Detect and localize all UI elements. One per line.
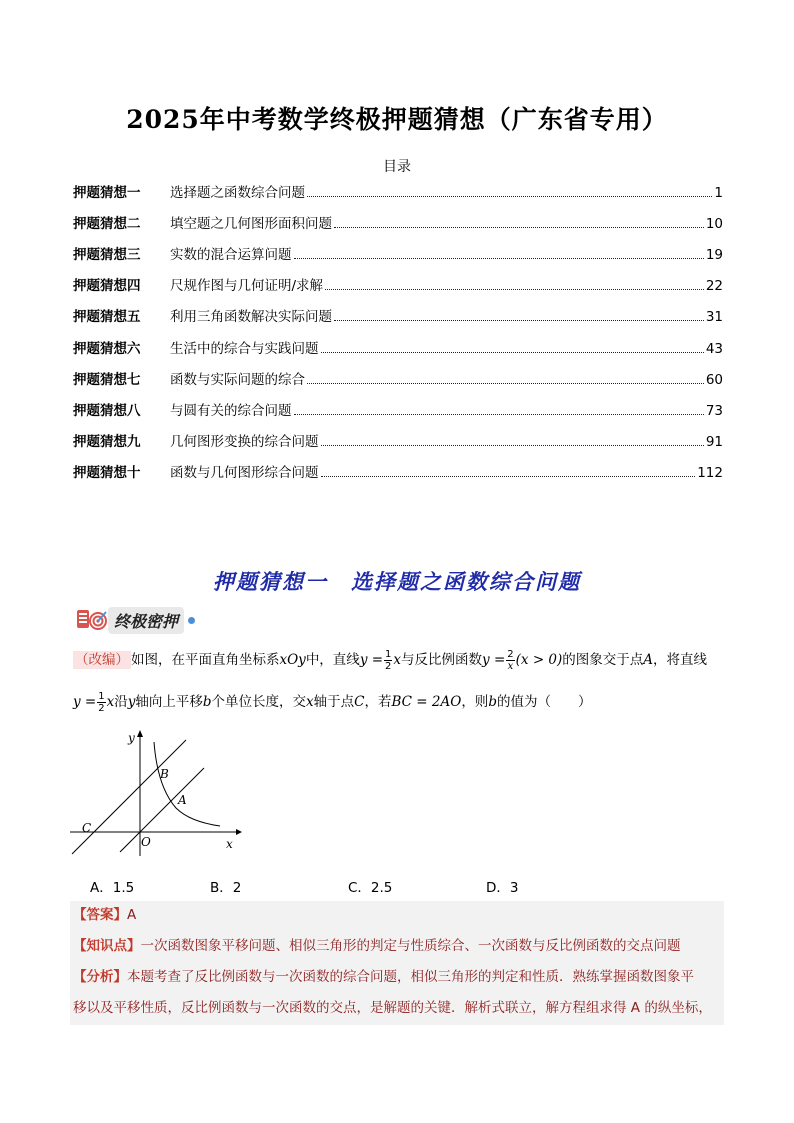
- toc-entry-title: 尺规作图与几何证明/求解: [170, 278, 324, 295]
- toc-entry-page: 22: [705, 278, 723, 295]
- toc-leader-dots: [307, 196, 712, 197]
- toc-leader-dots: [325, 289, 704, 290]
- analysis-text: 移以及平移性质，反比例函数与一次函数的交点，是解题的关键．解析式联立，解方程组求得 A 的纵坐标，: [73, 1000, 712, 1016]
- page-title: 2025年中考数学终极押题猜想（广东省专用）: [126, 105, 668, 134]
- toc-leader-dots: [321, 445, 704, 446]
- toc-entry-page: 1: [714, 185, 723, 201]
- question-text: 与反比例函数: [401, 652, 483, 668]
- answer-line: [73, 904, 728, 927]
- x-axis-label: x: [226, 837, 233, 851]
- toc-entry-number: 押题猜想四: [73, 278, 141, 295]
- question-text: 轴于点: [313, 694, 355, 710]
- toc-entry[interactable]: [73, 368, 723, 388]
- question-text: 轴向上平移: [135, 694, 203, 710]
- toc-leader-dots: [294, 258, 704, 259]
- math-c: C: [354, 694, 365, 710]
- answer-value: A: [127, 907, 137, 923]
- toc-entry[interactable]: [73, 181, 723, 201]
- math-y-eq: y =: [482, 652, 506, 668]
- badge-label: 终极密押: [108, 607, 184, 634]
- shifted-line: [72, 740, 186, 854]
- question-text: ，若: [364, 694, 392, 710]
- fraction-half: $\frac{1}{2}$: [98, 690, 105, 714]
- toc-entry-page: 19: [705, 247, 723, 264]
- toc-entry-page: 112: [697, 464, 723, 481]
- toc-entry-title: 实数的混合运算问题: [170, 247, 292, 264]
- toc-entry-page: 91: [705, 433, 723, 450]
- question-text: 的图象交于点: [562, 652, 644, 668]
- toc-entry-title: 填空题之几何图形面积问题: [170, 216, 332, 233]
- question-text: 个单位长度，交: [211, 694, 307, 710]
- analysis-label: 【分析】: [73, 969, 127, 985]
- math-a: A: [643, 652, 654, 668]
- math-y-eq: y =: [73, 694, 97, 710]
- point-c-label: C: [82, 821, 92, 835]
- toc-entry-number: 押题猜想六: [73, 340, 141, 357]
- line-through-origin: [140, 768, 204, 832]
- toc-entry-title: 利用三角函数解决实际问题: [170, 309, 332, 326]
- math-b: b: [202, 694, 212, 710]
- toc-entry-number: 押题猜想七: [73, 371, 141, 388]
- question-tag: （改编）: [75, 652, 129, 668]
- hyperbola-curve: [154, 742, 220, 826]
- toc-entry-number: 押题猜想九: [73, 433, 141, 450]
- math-b: b: [488, 694, 497, 710]
- question-text: 中，直线: [305, 652, 360, 668]
- choice-a: A．1.5: [90, 880, 135, 896]
- toc-entry-page: 31: [705, 309, 723, 326]
- toc-entry[interactable]: [73, 305, 723, 325]
- analysis-line-1: [73, 966, 728, 989]
- choice-b: B．2: [210, 880, 242, 896]
- question-text: ，将直线: [653, 652, 708, 668]
- knowledge-point-value: 一次函数图象平移问题、相似三角形的判定与性质综合、一次函数与反比例函数的交点问题: [140, 938, 681, 954]
- toc-entry-number: 押题猜想三: [73, 247, 141, 264]
- question-line-2: [73, 690, 733, 714]
- toc-leader-dots: [294, 414, 704, 415]
- toc-entry-title: 选择题之函数综合问题: [170, 185, 305, 201]
- toc-entry[interactable]: [73, 399, 723, 419]
- answer-choices: [90, 876, 690, 896]
- point-a-label: A: [178, 793, 187, 807]
- toc-entry-page: 73: [705, 402, 723, 419]
- toc-leader-dots: [321, 352, 704, 353]
- analysis-line-2: [73, 997, 728, 1020]
- line-through-origin-ext: [120, 832, 140, 852]
- toc-entry[interactable]: [73, 274, 723, 294]
- toc-entry-title: 几何图形变换的综合问题: [170, 433, 319, 450]
- origin-label: O: [141, 835, 151, 849]
- question-line-1: [73, 648, 733, 672]
- choice-d: D．3: [486, 880, 519, 896]
- toc-entry-page: 43: [705, 340, 723, 357]
- choice-c: C．2.5: [348, 880, 393, 896]
- knowledge-point-label: 【知识点】: [73, 938, 141, 954]
- toc-leader-dots: [321, 476, 696, 477]
- toc-entry[interactable]: [73, 461, 723, 481]
- fraction-two-over-x: $\frac{2}{x}$: [507, 648, 514, 672]
- toc-entry[interactable]: [73, 337, 723, 357]
- toc-leader-dots: [334, 227, 704, 228]
- toc-entry-title: 与圆有关的综合问题: [170, 402, 292, 419]
- toc-entry-page: 60: [705, 371, 723, 388]
- answer-label: 【答案】: [73, 907, 127, 923]
- toc-entry-title: 生活中的综合与实践问题: [170, 340, 319, 357]
- question-text: 如图，在平面直角坐标系: [131, 652, 280, 668]
- toc-entry[interactable]: [73, 212, 723, 232]
- target-icon: [76, 607, 108, 633]
- toc-entry-title: 函数与几何图形综合问题: [170, 464, 319, 481]
- point-b-label: B: [160, 767, 169, 781]
- question-text: 沿: [114, 694, 128, 710]
- question-text: 的值为（ ）: [496, 694, 592, 710]
- toc-entry-page: 10: [705, 216, 723, 233]
- math-xoy: xOy: [279, 652, 306, 668]
- toc-entry-number: 押题猜想五: [73, 309, 141, 326]
- toc-entry-title: 函数与实际问题的综合: [170, 371, 305, 388]
- toc-entry[interactable]: [73, 430, 723, 450]
- toc-leader-dots: [307, 383, 704, 384]
- y-axis-label: y: [128, 731, 135, 745]
- toc-leader-dots: [334, 320, 704, 321]
- toc-entry-number: 押题猜想十: [73, 464, 141, 481]
- toc-entry-number: 押题猜想一: [73, 185, 141, 201]
- math-bc-condition: BC = 2AO: [391, 694, 462, 710]
- badge-dot: [188, 617, 195, 624]
- x-axis-arrow: [236, 829, 242, 835]
- math-x: x: [306, 694, 314, 710]
- section-title: 押题猜想一 选择题之函数综合问题: [213, 569, 581, 594]
- toc-entry-number: 押题猜想八: [73, 402, 141, 419]
- section-badge: [76, 606, 195, 634]
- toc-entry-number: 押题猜想二: [73, 216, 141, 233]
- knowledge-point-line: [73, 935, 728, 958]
- math-condition: (x > 0): [515, 652, 563, 668]
- math-x: x: [393, 652, 402, 668]
- question-figure: [68, 728, 243, 858]
- toc-heading: 目录: [383, 159, 411, 175]
- toc-entry[interactable]: [73, 243, 723, 263]
- question-text: ，则: [461, 694, 489, 710]
- math-x: x: [106, 694, 115, 710]
- analysis-text: 本题考查了反比例函数与一次函数的综合问题，相似三角形的判定和性质．熟练掌握函数图象平: [127, 969, 694, 985]
- fraction-half: $\frac{1}{2}$: [385, 648, 392, 672]
- math-y: y: [127, 694, 136, 710]
- y-axis-arrow: [137, 730, 143, 737]
- math-y-eq: y =: [359, 652, 384, 668]
